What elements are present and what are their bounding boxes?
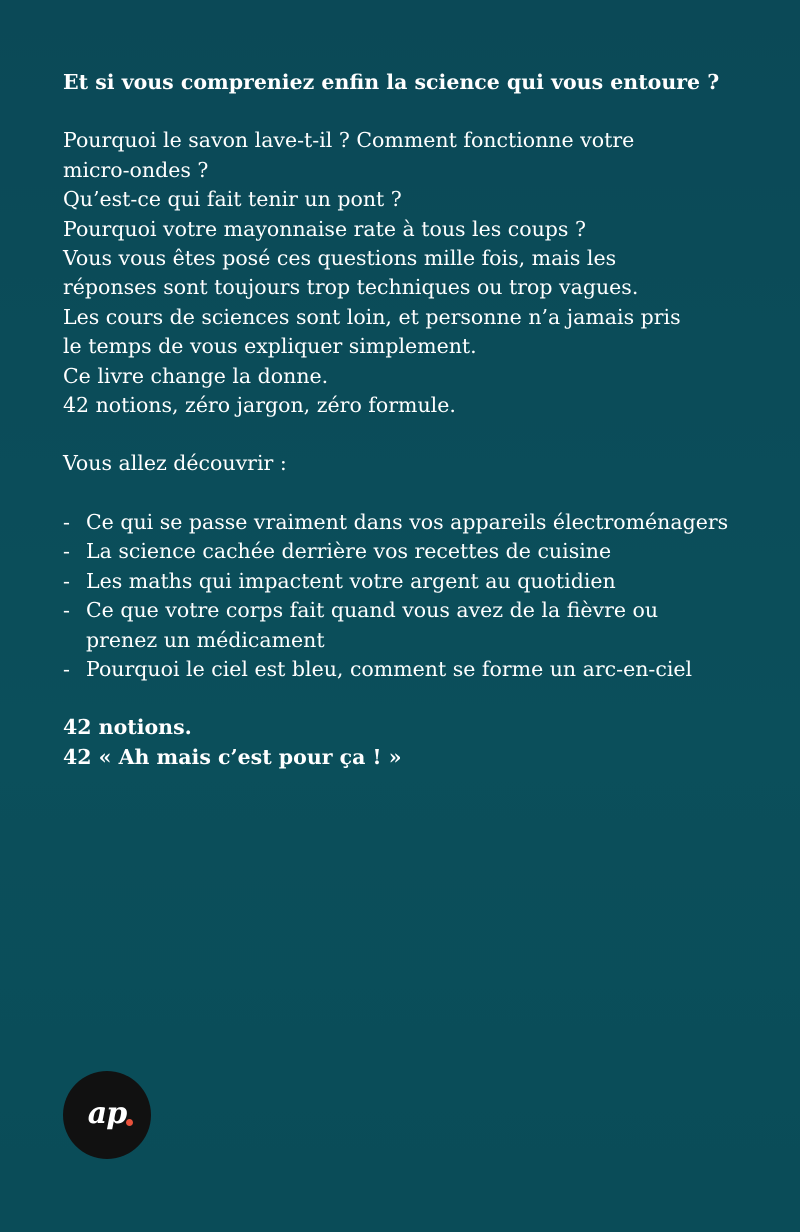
- intro-line: réponses sont toujours trop techniques ou trop vagues.: [63, 275, 639, 300]
- intro-paragraph: [63, 126, 783, 420]
- list-item: [63, 596, 783, 655]
- intro-line: Les cours de sciences sont loin, et personne n’a jamais pris: [63, 304, 681, 329]
- list-item: [63, 508, 783, 537]
- intro-line: Pourquoi votre mayonnaise rate à tous les coups ?: [63, 216, 586, 241]
- intro-line: Pourquoi le savon lave-t-il ? Comment fonctionne votre: [63, 128, 635, 153]
- publisher-logo: [63, 1071, 151, 1159]
- intro-line: 42 notions, zéro jargon, zéro formule.: [63, 393, 456, 418]
- bullet-dash: -: [63, 656, 70, 681]
- closing-line: 42 « Ah mais c’est pour ça ! »: [63, 744, 402, 769]
- list-item-text: prenez un médicament: [86, 627, 325, 652]
- publisher-logo-text: ap: [87, 1096, 127, 1131]
- headline: Et si vous compreniez enfin la science qui vous entoure ?: [63, 70, 720, 94]
- intro-line: Vous vous êtes posé ces questions mille fois, mais les: [63, 246, 617, 271]
- intro-line: Qu’est-ce qui fait tenir un pont ?: [63, 187, 402, 212]
- list-item-text: Ce que votre corps fait quand vous avez de la fièvre ou: [86, 598, 659, 623]
- closing-line: 42 notions.: [63, 715, 192, 740]
- bullet-dash: -: [63, 598, 70, 623]
- list-item: [63, 537, 783, 566]
- bullet-dash: -: [63, 568, 70, 593]
- list-item: [63, 567, 783, 596]
- list-item-text: Les maths qui impactent votre argent au quotidien: [86, 568, 616, 593]
- intro-line: Ce livre change la donne.: [63, 363, 329, 388]
- bullet-dash: -: [63, 539, 70, 564]
- list-item-text: Pourquoi le ciel est bleu, comment se forme un arc-en-ciel: [86, 656, 693, 681]
- intro-line: micro-ondes ?: [63, 157, 209, 182]
- discover-list: [63, 508, 783, 684]
- bullet-dash: -: [63, 509, 70, 534]
- list-item: [63, 655, 783, 684]
- list-item-text: Ce qui se passe vraiment dans vos appareils électroménagers: [86, 509, 729, 534]
- logo-dot-icon: [126, 1119, 133, 1126]
- cover-text: [63, 68, 783, 772]
- closing-statement: [63, 713, 783, 772]
- intro-line: le temps de vous expliquer simplement.: [63, 334, 477, 359]
- discover-label: Vous allez découvrir :: [63, 451, 287, 476]
- list-item-text: La science cachée derrière vos recettes de cuisine: [86, 539, 612, 564]
